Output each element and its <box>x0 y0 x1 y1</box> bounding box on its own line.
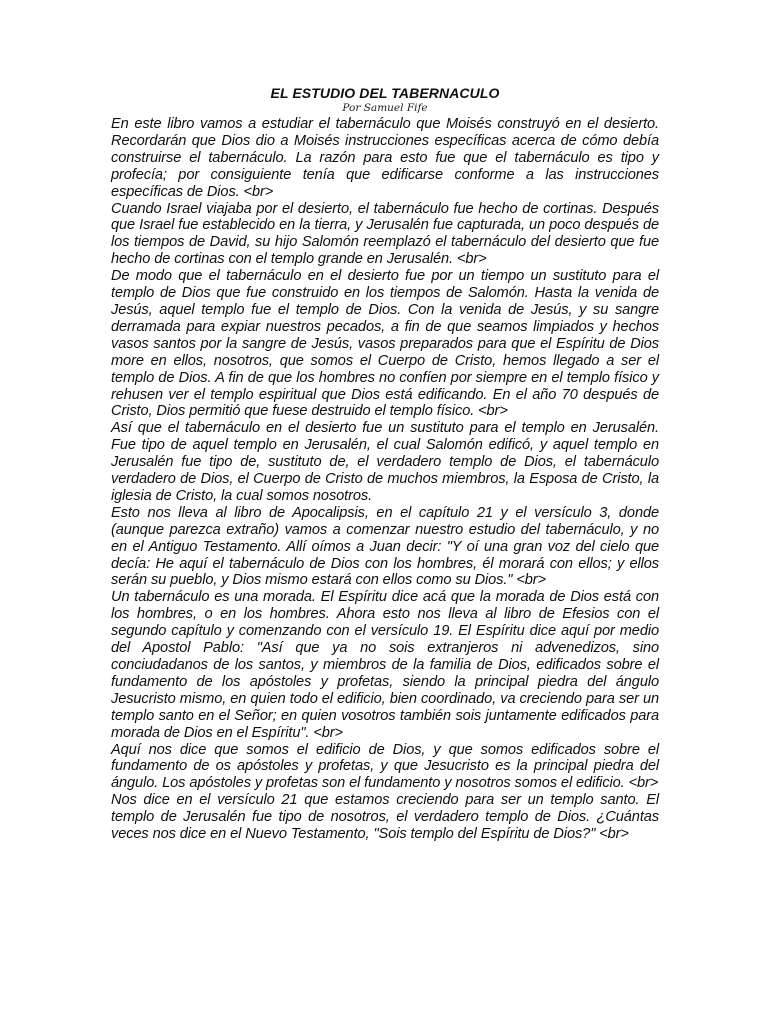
paragraph-apocalipsis: Esto nos lleva al libro de Apocalipsis, en el capítulo 21 y el versículo 3, donde (aunque parezca extraño) vamos a comenzar nuestro estudio del tabernáculo, y no en el Antiguo Testamento. Allí oímos a Juan decir: "Y oí una gran voz del cielo que decía: He aquí el tabernáculo de Dios con los hombres, él morará con ellos; y ellos serán su pueblo, y Dios mismo estará con ellos como su Dios." <br> <box>111 504 659 589</box>
paragraph-efesios: Un tabernáculo es una morada. El Espíritu dice acá que la morada de Dios está con los hombres, o en los hombres. Ahora esto nos lleva al libro de Efesios con el segundo capítulo y comenzando con el versículo 19. El Espíritu dice aquí por medio del Apostol Pablo: "Así que ya no sois extranjeros ni advenedizos, sino conciudadanos de los santos, y miembros de la familia de Dios, edificados sobre el fundamento de los apóstoles y profetas, siendo la principal piedra del ángulo Jesucristo mismo, en quien todo el edificio, bien coordinado, va creciendo para ser un templo santo en el Señor; en quien vosotros también sois juntamente edificados para morada de Dios en el Espíritu". <br> <box>111 589 659 741</box>
paragraph-edificio: Aquí nos dice que somos el edificio de Dios, y que somos edificados sobre el fundamento de os apóstoles y profetas, y que Jesucristo es la principal piedra del ángulo. Los apóstoles y profetas son el fundamento y nosotros somos el edificio. <br> <box>111 741 659 792</box>
document-page <box>111 84 659 843</box>
paragraph-temple-substitute: De modo que el tabernáculo en el desierto fue por un tiempo un sustituto para el templo de Dios que fue construido en los tiempos de Salomón. Hasta la venida de Jesús, aquel templo fue el templo de Dios. Con la venida de Jesús, y su sangre derramada para expiar nuestros pecados, a fin de que seamos limpiados y hechos vasos santos por la sangre de Jesús, vasos preparados para que el Espíritu de Dios more en ellos, nosotros, que somos el Cuerpo de Cristo, hemos llegado a ser el templo de Dios. A fin de que los hombres no confíen por siempre en el templo físico y rehusen ver el templo espiritual que Dios está edificando. En el año 70 después de Cristo, Dios permitió que fuese destruido el templo físico. <br> <box>111 268 659 420</box>
paragraph-israel-desert: Cuando Israel viajaba por el desierto, el tabernáculo fue hecho de cortinas. Después que Israel fue establecido en la tierra, y Jerusalén fue capturada, un poco después de los tiempos de David, su hijo Salomón reemplazó el tabernáculo del desierto que fue hecho de cortinas con el templo grande en Jerusalén. <br> <box>111 200 659 268</box>
paragraph-type-of-temple: Así que el tabernáculo en el desierto fue un sustituto para el templo en Jerusalén. Fue tipo de aquel templo en Jerusalén, el cual Salomón edificó, y aquel templo en Jerusalén fue tipo de, sustituto de, el verdadero templo de Dios, el tabernáculo verdadero de Dios, el Cuerpo de Cristo de muchos miembros, la Esposa de Cristo, la iglesia de Cristo, la cual somos nosotros. <box>111 420 659 504</box>
document-title: EL ESTUDIO DEL TABERNACULO <box>270 85 500 101</box>
paragraph-templo-santo: Nos dice en el versículo 21 que estamos creciendo para ser un templo santo. El templo de Jerusalén fue tipo de nosotros, el verdadero templo de Dios. ¿Cuántas veces nos dice en el Nuevo Testamento, "Sois templo del Espíritu de Dios?" <br> <box>111 792 659 843</box>
document-author: Por Samuel Fife <box>342 102 428 114</box>
paragraph-intro: En este libro vamos a estudiar el tabernáculo que Moisés construyó en el desierto. Recordarán que Dios dio a Moisés instrucciones específicas acerca de cómo debía construirse el tabernáculo. La razón para esto fue que el tabernáculo es tipo y profecía; por consiguiente tenía que edificarse conforme a las instrucciones específicas de Dios. <br> <box>111 116 659 200</box>
